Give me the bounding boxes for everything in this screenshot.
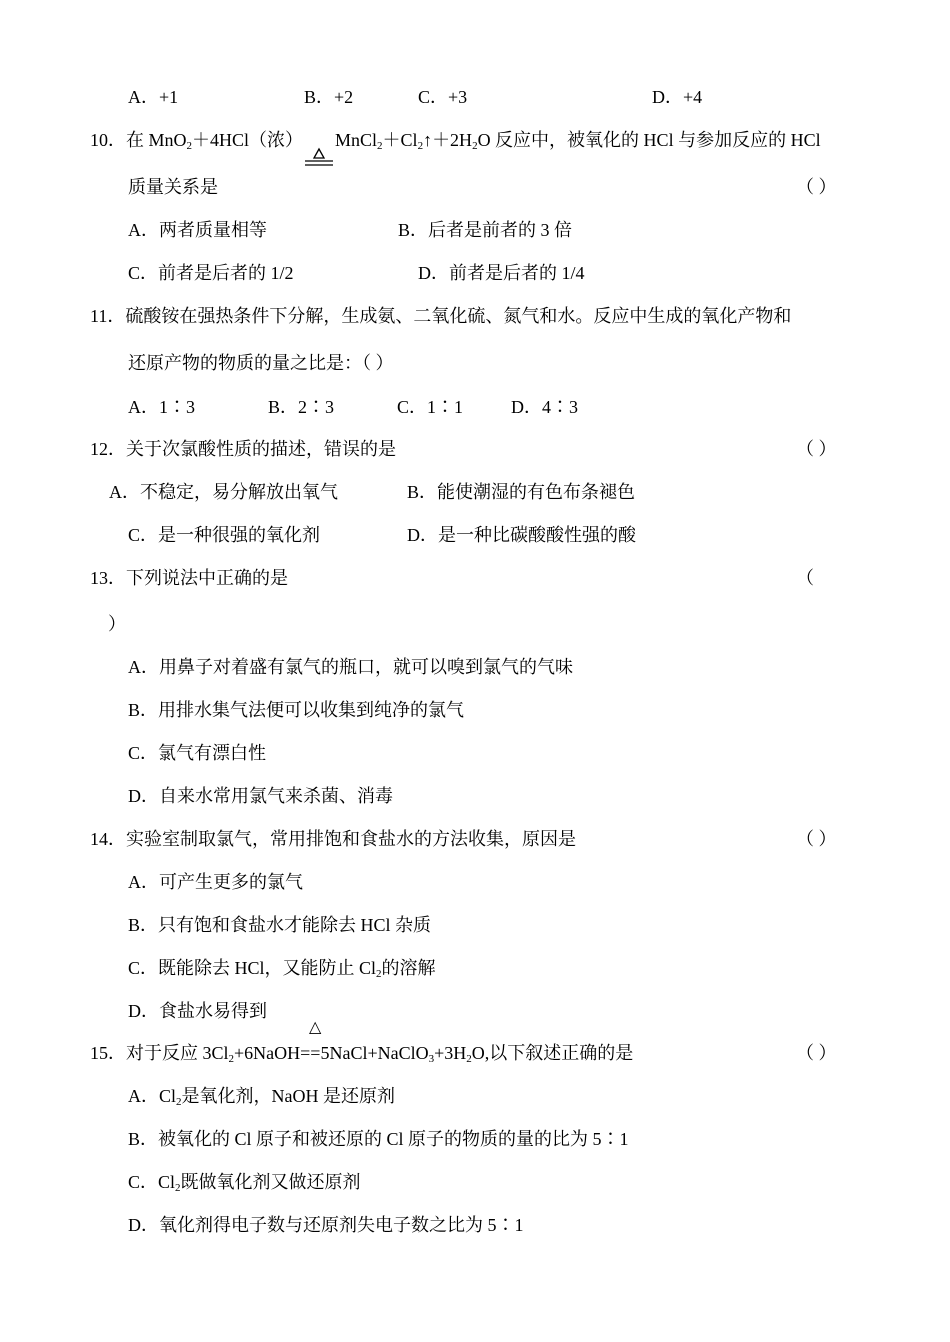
q13-option-b: B．用排水集气法便可以收集到纯净的氯气 bbox=[128, 700, 465, 720]
question-number: 10． bbox=[90, 130, 126, 150]
answer-bracket: （ ） bbox=[796, 829, 837, 849]
q10-stem-line2: 质量关系是 bbox=[128, 177, 218, 197]
q13-option-a: A．用鼻子对着盛有氯气的瓶口，就可以嗅到氯气的气味 bbox=[128, 657, 573, 677]
q11-option-d: D．4∶3 bbox=[511, 397, 578, 417]
q15-stem: 15．对于反应 $3Cl_2+6NaOH==5NaCl+NaClO_3+3H_2O$,以下叙述正确的是 bbox=[90, 1043, 634, 1065]
q10-option-d: D．前者是后者的 1/4 bbox=[418, 263, 585, 283]
q14-option-b: B．只有饱和食盐水才能除去 HCl 杂质 bbox=[128, 915, 432, 935]
q13-option-d: D．自来水常用氯气来杀菌、消毒 bbox=[128, 786, 393, 806]
q9-option-b: B．+2 bbox=[304, 87, 354, 107]
q12-option-a: A．不稳定，易分解放出氧气 bbox=[109, 482, 338, 502]
q12-option-b: B．能使潮湿的有色布条褪色 bbox=[407, 482, 636, 502]
q14-option-c: C．既能除去 HCl，又能防止 $Cl_2$的溶解 bbox=[128, 958, 436, 980]
answer-bracket: （ ） bbox=[796, 177, 837, 197]
question-number: 14． bbox=[90, 829, 126, 849]
q9-option-a: A．+1 bbox=[128, 87, 179, 107]
question-number: 11． bbox=[90, 306, 126, 326]
q9-option-d: D．+4 bbox=[652, 87, 703, 107]
q11-option-b: B．2∶3 bbox=[268, 397, 335, 417]
q13-stem: 13．下列说法中正确的是 bbox=[90, 568, 288, 588]
q11-option-a: A．1∶3 bbox=[128, 397, 195, 417]
q10-option-c: C．前者是后者的 1/2 bbox=[128, 263, 294, 283]
q9-option-c: C．+3 bbox=[418, 87, 468, 107]
question-number: 13． bbox=[90, 568, 126, 588]
question-number: 15． bbox=[90, 1043, 126, 1063]
answer-bracket: （ ） bbox=[796, 439, 837, 459]
q13-option-c: C．氯气有漂白性 bbox=[128, 743, 267, 763]
q11-option-c: C．1∶1 bbox=[397, 397, 464, 417]
q11-stem-line2: 还原产物的物质的量之比是：（ ） bbox=[128, 353, 394, 373]
q11-stem: 11．硫酸铵在强热条件下分解，生成氨、二氧化硫、氮气和水。反应中生成的氧化产物和 bbox=[90, 306, 792, 326]
q10-option-a: A．两者质量相等 bbox=[128, 220, 267, 240]
q12-option-d: D．是一种比碳酸酸性强的酸 bbox=[407, 525, 636, 545]
answer-bracket: （ ） bbox=[796, 1043, 837, 1063]
q14-option-d: D．食盐水易得到 bbox=[128, 1001, 267, 1021]
q15-option-c: C．$Cl_2$既做氧化剂又做还原剂 bbox=[128, 1172, 361, 1194]
answer-bracket-close: ） bbox=[108, 614, 126, 634]
q15-option-b: B．被氧化的 Cl 原子和被还原的 Cl 原子的物质的量的比为 5∶1 bbox=[128, 1129, 629, 1149]
q10-option-b: B．后者是前者的 3 倍 bbox=[398, 220, 573, 240]
question-number: 12． bbox=[90, 439, 126, 459]
q15-option-a: A．$Cl_2$是氧化剂，NaOH 是还原剂 bbox=[128, 1086, 396, 1108]
q10-stem: 10．在 MnO$_2$＋4HCl（浓） $MnCl_2+Cl_2↑+2H_2O$ 反应中，被氧化的 HCl 与参加反应的 HCl bbox=[90, 129, 821, 151]
q14-option-a: A．可产生更多的氯气 bbox=[128, 872, 303, 892]
answer-bracket-open: （ bbox=[796, 568, 814, 588]
q12-stem: 12．关于次氯酸性质的描述，错误的是 bbox=[90, 439, 396, 459]
q12-option-c: C．是一种很强的氧化剂 bbox=[128, 525, 321, 545]
q14-stem: 14．实验室制取氯气，常用排饱和食盐水的方法收集，原因是 bbox=[90, 829, 576, 849]
heating-triangle-icon: △ bbox=[309, 1019, 322, 1036]
q15-option-d: D．氧化剂得电子数与还原剂失电子数之比为 5∶1 bbox=[128, 1215, 524, 1235]
